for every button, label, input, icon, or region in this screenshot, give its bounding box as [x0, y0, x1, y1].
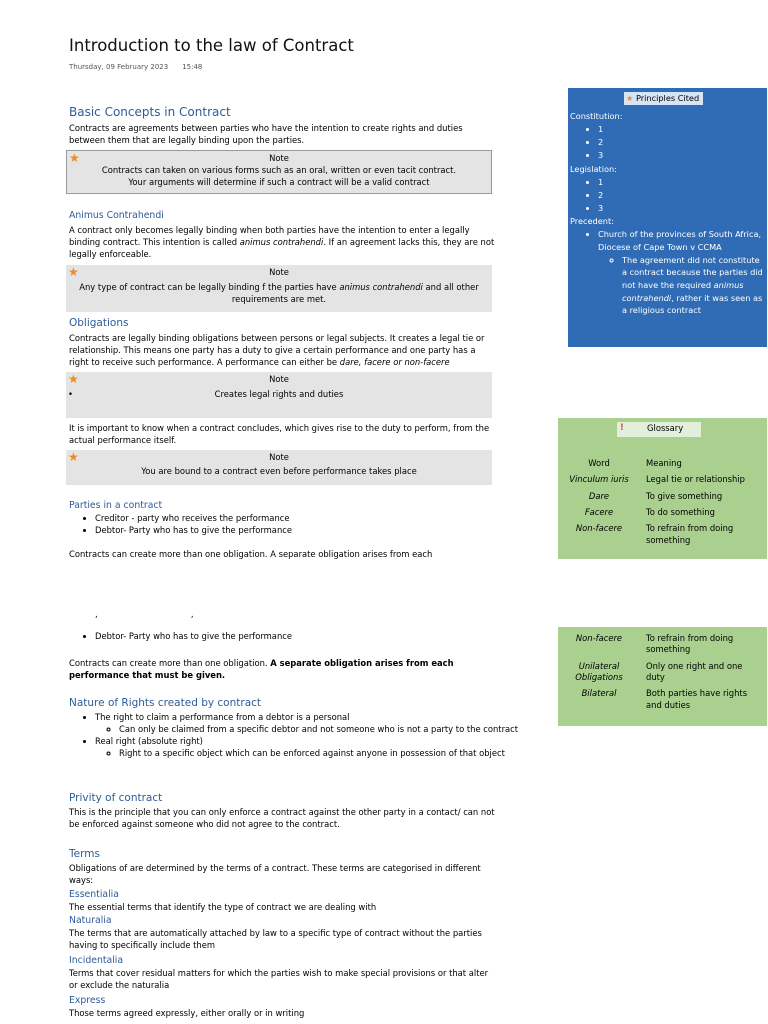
list-item	[598, 228, 764, 317]
essentialia-text: The essential terms that identify the type of contract we are dealing with	[69, 902, 377, 912]
heading-naturalia: Naturalia	[69, 915, 112, 926]
glossary-meaning: To do something	[646, 507, 715, 518]
table-header-row	[558, 458, 761, 469]
page-date: Thursday, 09 February 2023	[69, 63, 169, 71]
heading-express: Express	[69, 995, 106, 1006]
text-run: . If an agreement lacks this, they are not legally enforceable.	[69, 236, 495, 259]
glossary-meaning: Both parties have rights and duties	[646, 688, 748, 710]
text-run: A contract only becomes legally binding when both parties have the intention to enter a legally binding contract. This intention is called	[69, 225, 470, 247]
list-item: • 2	[598, 189, 764, 202]
table-row	[558, 502, 761, 518]
legislation-list	[570, 176, 764, 215]
principles-header	[624, 92, 703, 105]
heading-animus: Animus Contrahendi	[69, 210, 164, 221]
glossary-panel	[558, 418, 767, 559]
animus-text	[69, 225, 499, 261]
note-line: You are bound to a contract even before performance takes place	[141, 465, 417, 476]
list-item	[95, 736, 523, 760]
star-icon: ★	[68, 265, 79, 279]
bold-text: A separate obligation arises from each performance that must be given.	[69, 658, 454, 680]
incidentalia-text: Terms that cover residual matters for which the parties wish to make special provisions or that alter or exclude the naturalia	[69, 968, 489, 990]
note-label: Note	[269, 374, 289, 384]
glossary-meaning: To refrain from doing something	[646, 633, 734, 655]
text-run: The agreement did not constitute a contract because the parties did not have the required	[622, 254, 763, 290]
parties-list	[69, 513, 525, 537]
privity-text: This is the principle that you can only enforce a contract against the other party in a contact/ can not be enforced against someone who did not agree to the contract.	[69, 807, 495, 829]
rights-list	[69, 712, 523, 760]
heading-obligations: Obligations	[69, 317, 129, 329]
list-item: • Debtor- Party who has to give the performance	[95, 525, 525, 537]
note-animus	[66, 265, 492, 312]
note-basic	[66, 150, 492, 194]
multiple-obligations-text	[69, 658, 499, 682]
header-word: Word	[588, 458, 610, 468]
sub-list	[95, 724, 523, 736]
page-title: Introduction to the law of Contract	[69, 36, 354, 55]
text-run: Creates legal rights and duties	[214, 388, 344, 399]
glossary-word: Dare	[588, 490, 610, 501]
table-row	[558, 486, 761, 502]
basic-text: Contracts are agreements between parties who have the intention to create rights and duties between them that are legally binding upon the parties.	[69, 123, 463, 145]
page-break-clipped-text	[69, 549, 499, 560]
header-meaning: Meaning	[646, 458, 682, 468]
note-label: Note	[269, 153, 289, 163]
heading-essentialia: Essentialia	[69, 889, 119, 900]
heading-rights: Nature of Rights created by contract	[69, 697, 262, 709]
note-line	[66, 279, 492, 306]
glossary-word: Vinculum iuris	[569, 474, 629, 485]
exclamation-icon: !	[620, 422, 624, 432]
principles-cited-panel	[568, 88, 767, 347]
note-obligations	[66, 372, 492, 418]
text-run: Contracts can create more than one obligation. A separate obligation arises from each	[69, 549, 433, 559]
list-item: ◦ Right to a specific object which can be enforced against anyone in possession of that object	[119, 748, 523, 760]
parties-list-continued	[69, 631, 525, 643]
precedent-label: Precedent:	[570, 216, 614, 226]
term: animus contrahendi	[622, 279, 744, 303]
glossary-header	[617, 422, 701, 437]
text-run: Contracts are legally binding obligations between persons or legal subjects. It creates a legal tie or relationship. This means one party has a duty to give a certain performance and one party has a right to receive such performance. A performance can either be	[69, 333, 485, 367]
glossary-word: Non-facere	[575, 523, 623, 534]
glossary-meaning: Only one right and one duty	[646, 660, 743, 683]
legislation-label: Legislation:	[570, 163, 617, 174]
precedent-list	[570, 228, 764, 317]
heading-incidentalia: Incidentalia	[69, 955, 124, 966]
table-row	[558, 683, 761, 711]
principles-title: Principles Cited	[635, 93, 700, 103]
term: animus contrahendi	[339, 281, 423, 292]
glossary-meaning: Legal tie or relationship	[646, 474, 745, 485]
star-icon: ★	[626, 93, 634, 103]
star-icon: ★	[69, 151, 80, 165]
text-run: , rather it was seen as a religious contract	[622, 292, 763, 316]
naturalia-text: The terms that are automatically attached by law to a specific type of contract without the parties having to specifically include them	[69, 928, 482, 950]
text-run: and all other requirements are met.	[231, 281, 479, 304]
note-line: Contracts can taken on various forms such as an oral, written or even tacit contract.	[101, 164, 457, 175]
text-run: The right to claim a performance from a debtor is a personal	[95, 712, 350, 722]
page-break-clipped-top: , ,	[95, 609, 194, 619]
star-icon: ★	[68, 372, 79, 386]
table-row	[558, 518, 761, 546]
table-row	[558, 469, 761, 485]
list-item: ◦ Can only be claimed from a specific debtor and not someone who is not a party to the contract	[119, 724, 523, 736]
heading-basic-concepts: Basic Concepts in Contract	[69, 105, 231, 119]
note-line: Your arguments will determine if such a contract will be a valid contract	[128, 176, 430, 187]
list-item: • 3	[598, 202, 764, 215]
list-item: • 1	[598, 176, 764, 189]
page-meta	[69, 63, 202, 73]
list-item: • 2	[598, 136, 764, 149]
glossary-meaning: To refrain from doing something	[646, 523, 734, 545]
express-text: Those terms agreed expressly, either orally or in writing	[69, 1008, 305, 1018]
text-run: Contracts can create more than one obligation.	[69, 658, 271, 668]
heading-parties: Parties in a contract	[69, 500, 163, 511]
note-line	[66, 386, 492, 401]
glossary-word: Unilateral Obligations	[575, 660, 623, 683]
note-obligations-2	[66, 450, 492, 485]
glossary-title: Glossary	[647, 423, 684, 433]
list-item: • Creditor - party who receives the performance	[95, 513, 525, 525]
glossary-word: Facere	[584, 507, 614, 518]
star-icon: ★	[68, 450, 79, 464]
note-label: Note	[269, 452, 289, 462]
page-time: 15:48	[182, 63, 203, 71]
list-item: • 3	[598, 149, 764, 162]
list-item: • 1	[598, 123, 764, 136]
sub-list	[95, 748, 523, 760]
obligations-text	[69, 333, 497, 369]
list-item	[622, 254, 764, 318]
heading-terms: Terms	[69, 848, 100, 860]
glossary-panel-continued	[558, 627, 767, 726]
list-item	[95, 712, 523, 736]
table-row	[558, 656, 761, 684]
glossary-table	[558, 633, 761, 711]
heading-privity: Privity of contract	[69, 792, 163, 804]
table-row	[558, 633, 761, 656]
obligations-text-2: It is important to know when a contract concludes, which gives rise to the duty to perform, from the actual performance itself.	[69, 423, 490, 445]
sub-list	[598, 254, 764, 318]
terms-text: Obligations of are determined by the terms of a contract. These terms are categorised in different ways:	[69, 863, 481, 885]
note-label: Note	[269, 267, 289, 277]
term: dare, facere or non-facere	[339, 356, 450, 367]
term: animus contrahendi	[239, 236, 324, 247]
constitution-label: Constitution:	[570, 111, 623, 121]
case-name: Church of the provinces of South Africa, Diocese of Cape Town v CCMA	[598, 229, 762, 252]
bullet: •	[68, 388, 73, 399]
constitution-list	[570, 123, 764, 162]
text-run: Real right (absolute right)	[95, 735, 203, 746]
glossary-word: Non-facere	[575, 633, 623, 643]
list-item: • Debtor- Party who has to give the performance	[95, 631, 525, 643]
principles-body	[570, 110, 764, 317]
glossary-word: Bilateral	[581, 688, 617, 699]
glossary-table	[558, 458, 761, 546]
text-run: Any type of contract can be legally binding f the parties have	[79, 281, 340, 292]
glossary-meaning: To give something	[646, 490, 723, 501]
